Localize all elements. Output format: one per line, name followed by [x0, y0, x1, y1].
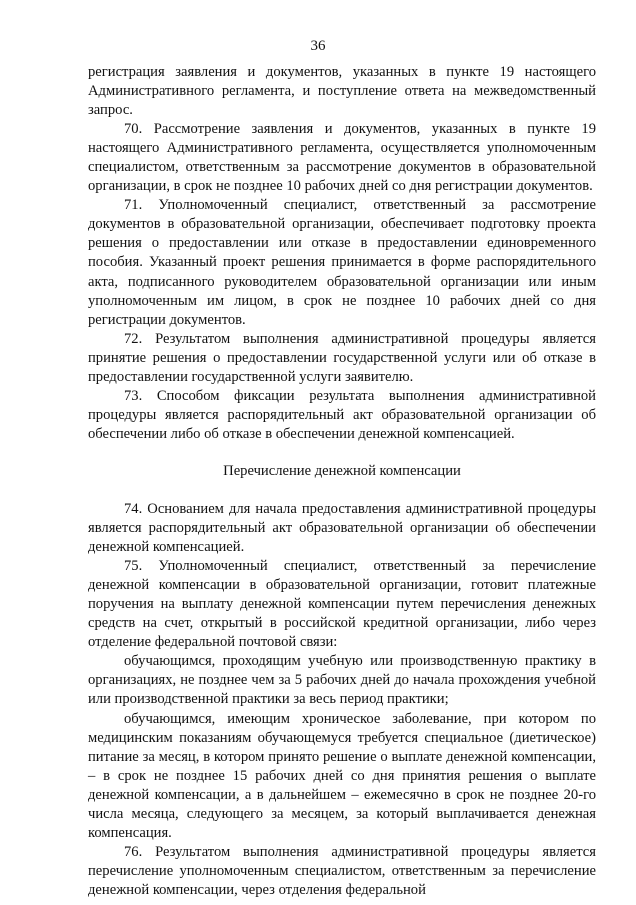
paragraph-70: 70. Рассмотрение заявления и документов, указанных в пункте 19 настоящего Административного регламента, осуществляется уполномоченным специалистом, ответственным за рассмотрение документов в образовательной организации, в срок не позднее 10 рабочих дней со дня регистрации документов. — [88, 121, 596, 195]
paragraph-74: 74. Основанием для начала предоставления административной процедуры является распорядительный акт образовательной организации об обеспечении денежной компенсацией. — [88, 500, 596, 556]
paragraph: регистрация заявления и документов, указанных в пункте 19 настоящего Административного регламента, и поступление ответа на межведомственный запрос. — [88, 64, 596, 119]
paragraph-72: 72. Результатом выполнения административной процедуры является принятие решения о предоставлении государственной услуги или об отказе в предоставлении государственной услуги заявителю. — [88, 330, 596, 385]
paragraph-75-item-2: обучающимся, имеющим хроническое заболевание, при котором по медицинским показаниям обучающемуся требуется специальное (диетическое) питание за месяц, в котором принято решение о выплате денежной компенсации, – в срок не позднее 15 рабочих дней со дня принятия решения о выплате денежной компенсации, а в дальнейшем – ежемесячно в срок не позднее 20-го числа месяца, следующего за месяцем, за который выплачивается денежная компенсация. — [88, 710, 596, 841]
paragraph-75-item-1: обучающимся, проходящим учебную или производственную практику в организациях, не позднее чем за 5 рабочих дней до начала прохождения учебной или производственной практики за весь период практики; — [88, 653, 596, 708]
paragraph-71: 71. Уполномоченный специалист, ответственный за рассмотрение документов в образовательной организации, обеспечивает подготовку проекта решения о предоставлении или отказе в предоставлении единовременного пособия. Указанный проект решения принимается в форме распорядительного акта, подписанного руководителем образовательной организации или иным уполномоченным им лицом, в срок не позднее 10 рабочих дней со дня регистрации документов. — [88, 197, 596, 328]
section-heading: Перечисление денежной компенсации — [223, 462, 461, 479]
paragraph-73: 73. Способом фиксации результата выполнения административной процедуры является распорядительный акт образовательной организации об обеспечении либо об отказе в обеспечении денежной компенсацией. — [88, 387, 596, 442]
paragraph-76: 76. Результатом выполнения административной процедуры является перечисление уполномоченным специалистом, ответственным за перечисление денежной компенсации, через отделения федеральной — [88, 843, 596, 898]
paragraph-75: 75. Уполномоченный специалист, ответственный за перечисление денежной компенсации в образовательной организации, готовит платежные поручения на выплату денежной компенсации путем перечисления денежных средств на счет, открытый в российской кредитной организации, либо через отделение федеральной почтовой связи: — [88, 558, 596, 651]
document-body — [88, 63, 596, 900]
page-number: 36 — [310, 38, 326, 54]
